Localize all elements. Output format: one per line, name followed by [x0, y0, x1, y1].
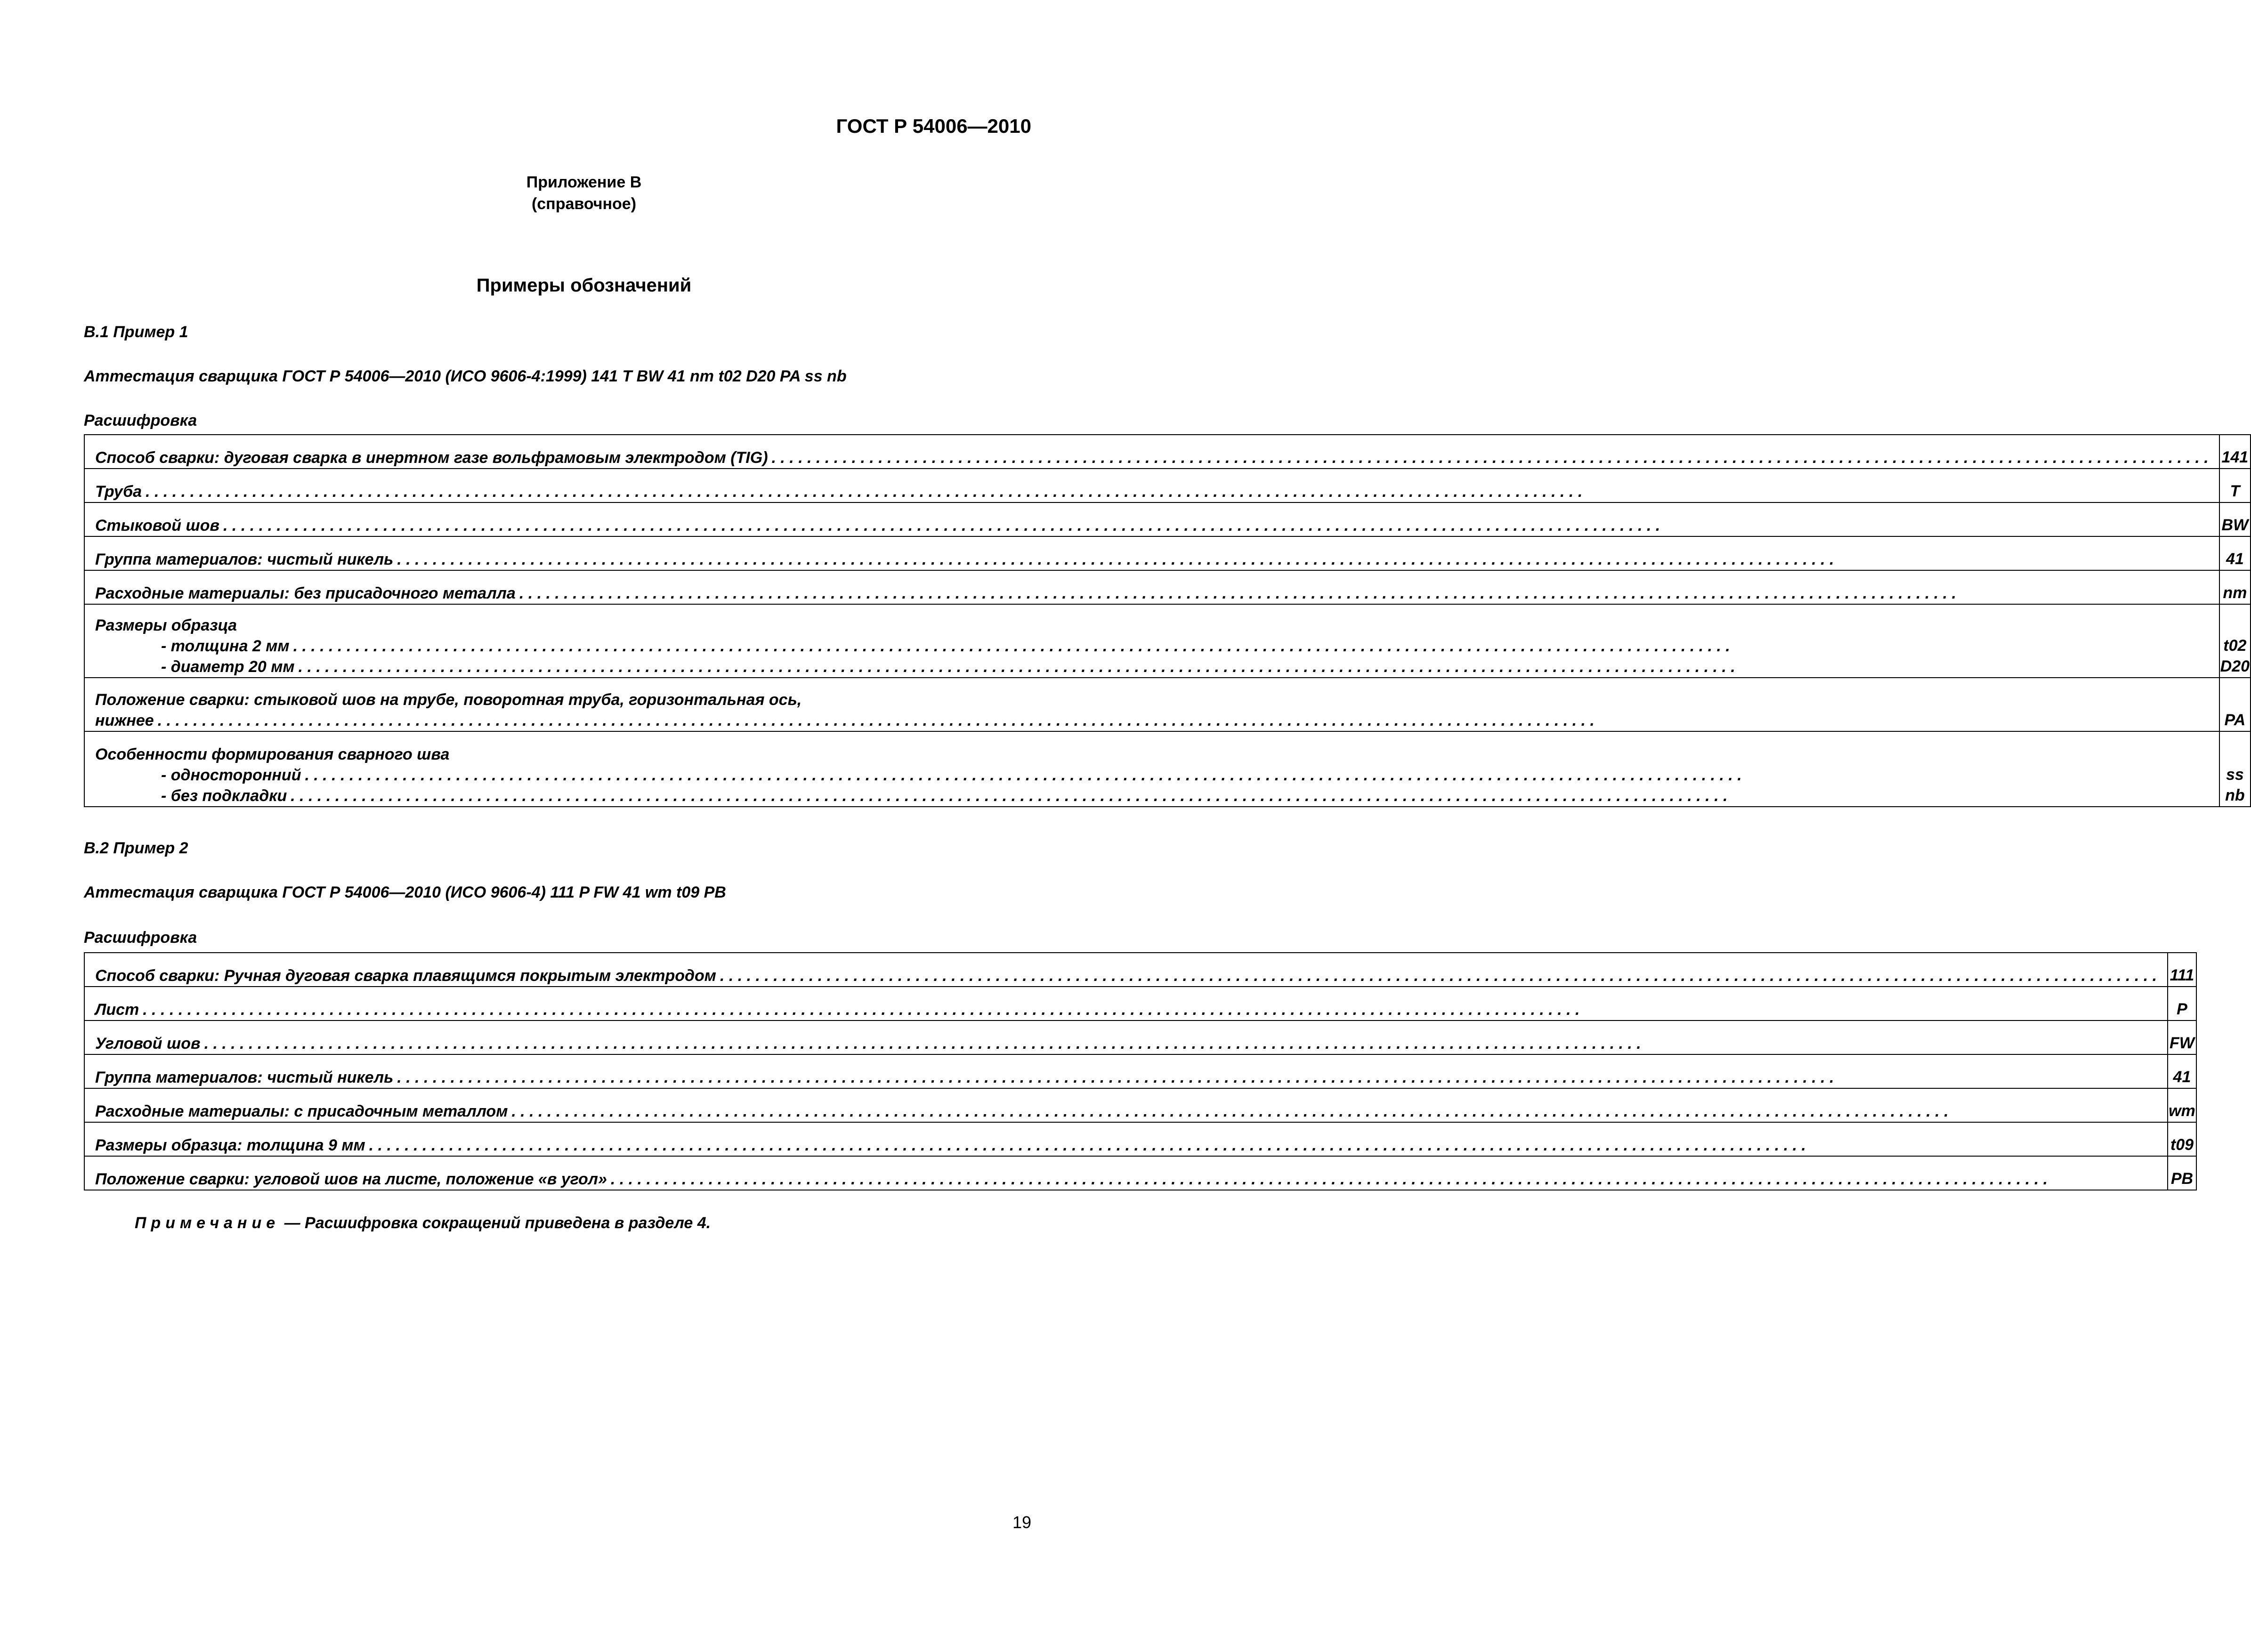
table-row [84, 1088, 2196, 1122]
row-code: 141 [2219, 435, 2251, 469]
example2-designation: Аттестация сварщика ГОСТ Р 54006—2010 (ИСО 9606-4) 111 P FW 41 wm t09 PB [84, 883, 726, 901]
example2-table [84, 952, 2197, 1190]
row-code: PB [2168, 1156, 2196, 1190]
row-label-cell [84, 987, 2168, 1020]
row-label-continued: нижнее [95, 712, 154, 729]
table-row [84, 536, 2251, 570]
row-code: 41 [2168, 1054, 2196, 1088]
annex-title: Приложение В [526, 173, 642, 191]
leader-dots [201, 1033, 2157, 1054]
row-code: nm [2219, 570, 2251, 604]
standard-code: ГОСТ Р 54006—2010 [836, 115, 1031, 137]
row-subcode: nb [2225, 786, 2245, 804]
table-row [84, 1122, 2196, 1156]
row-label-cell [84, 536, 2219, 570]
row-code: 111 [2168, 953, 2196, 987]
table-row [84, 570, 2251, 604]
leader-dots [508, 1101, 2157, 1122]
row-label: Группа материалов: чистый никель [95, 551, 394, 568]
row-code [2219, 731, 2251, 807]
row-code: t09 [2168, 1122, 2196, 1156]
row-label-cell [84, 678, 2219, 731]
note [135, 1214, 711, 1232]
row-subcode: t02 [2223, 637, 2247, 655]
row-label-cell [84, 1156, 2168, 1190]
example2-decoding-label: Расшифровка [84, 929, 197, 947]
table-row [84, 731, 2251, 807]
row-subcode: D20 [2220, 657, 2250, 675]
row-label: Положение сварки: стыковой шов на трубе, поворотная труба, горизонтальная ось, [95, 691, 802, 709]
row-label: Размеры образца: толщина 9 мм [95, 1136, 365, 1154]
row-subcode: ss [2226, 766, 2244, 784]
leader-dots [516, 583, 2209, 604]
row-label-cell [84, 469, 2219, 502]
example1-table [84, 434, 2251, 807]
leader-dots [301, 765, 2208, 786]
leader-dots [295, 656, 2209, 677]
leader-dots [393, 1067, 2157, 1088]
row-label: Особенности формирования сварного шва [95, 745, 450, 763]
leader-dots [768, 447, 2209, 468]
table-row [84, 1020, 2196, 1054]
row-label-cell [84, 953, 2168, 987]
leader-dots [154, 710, 2209, 731]
row-label: Расходные материалы: с присадочным металлом [95, 1102, 508, 1120]
row-sublabel: - толщина 2 мм [161, 637, 290, 655]
row-code: FW [2168, 1020, 2196, 1054]
row-label: Способ сварки: дуговая сварка в инертном газе вольфрамовым электродом (TIG) [95, 449, 768, 467]
table-row [84, 604, 2251, 678]
row-label-cell [84, 731, 2219, 807]
row-label-cell [84, 604, 2219, 678]
page-number: 19 [1012, 1513, 1031, 1532]
row-code: BW [2219, 502, 2251, 536]
table-row [84, 435, 2251, 469]
row-code: wm [2168, 1088, 2196, 1122]
row-label-cell [84, 502, 2219, 536]
row-sublabel: - диаметр 20 мм [161, 658, 295, 676]
row-label-cell [84, 1020, 2168, 1054]
row-label: Угловой шов [95, 1035, 201, 1053]
leader-dots [139, 999, 2157, 1020]
table-row [84, 953, 2196, 987]
example1-heading: В.1 Пример 1 [84, 323, 188, 341]
row-label-cell [84, 1054, 2168, 1088]
leader-dots [142, 481, 2209, 502]
row-label: Стыковой шов [95, 517, 220, 534]
table-row [84, 502, 2251, 536]
main-title: Примеры обозначений [476, 275, 692, 296]
note-text: — Расшифровка сокращений приведена в разделе 4. [284, 1214, 711, 1232]
row-code: 41 [2219, 536, 2251, 570]
annex-type: (справочное) [531, 195, 637, 213]
row-sublabel: - без подкладки [161, 787, 287, 805]
row-label: Способ сварки: Ручная дуговая сварка плавящимся покрытым электродом [95, 967, 716, 985]
row-code: PA [2219, 678, 2251, 731]
example1-designation: Аттестация сварщика ГОСТ Р 54006—2010 (ИСО 9606-4:1999) 141 Т BW 41 nm t02 D20 PA ss nb [84, 367, 847, 385]
leader-dots [716, 965, 2157, 986]
example1-decoding-label: Расшифровка [84, 412, 197, 429]
row-label-cell [84, 435, 2219, 469]
leader-dots [365, 1135, 2157, 1156]
table-row [84, 469, 2251, 502]
leader-dots [219, 515, 2209, 536]
row-label-cell [84, 570, 2219, 604]
leader-dots [393, 549, 2208, 570]
table-row [84, 1156, 2196, 1190]
table-row [84, 1054, 2196, 1088]
row-sublabel: - односторонний [161, 766, 301, 784]
table-row [84, 987, 2196, 1020]
row-code: P [2168, 987, 2196, 1020]
note-prefix: Примечание [135, 1214, 280, 1232]
row-label-cell [84, 1088, 2168, 1122]
leader-dots [290, 636, 2209, 656]
row-label: Расходные материалы: без присадочного металла [95, 584, 516, 602]
row-code [2219, 604, 2251, 678]
annex-heading [0, 171, 1168, 215]
row-label: Размеры образца [95, 616, 237, 634]
example2-heading: В.2 Пример 2 [84, 839, 188, 857]
row-label: Группа материалов: чистый никель [95, 1069, 394, 1086]
row-label: Положение сварки: угловой шов на листе, положение «в угол» [95, 1170, 607, 1188]
row-label: Труба [95, 483, 142, 501]
row-code: T [2219, 469, 2251, 502]
table-row [84, 678, 2251, 731]
leader-dots [607, 1169, 2157, 1190]
row-label-cell [84, 1122, 2168, 1156]
row-label: Лист [95, 1001, 139, 1019]
leader-dots [287, 786, 2208, 806]
